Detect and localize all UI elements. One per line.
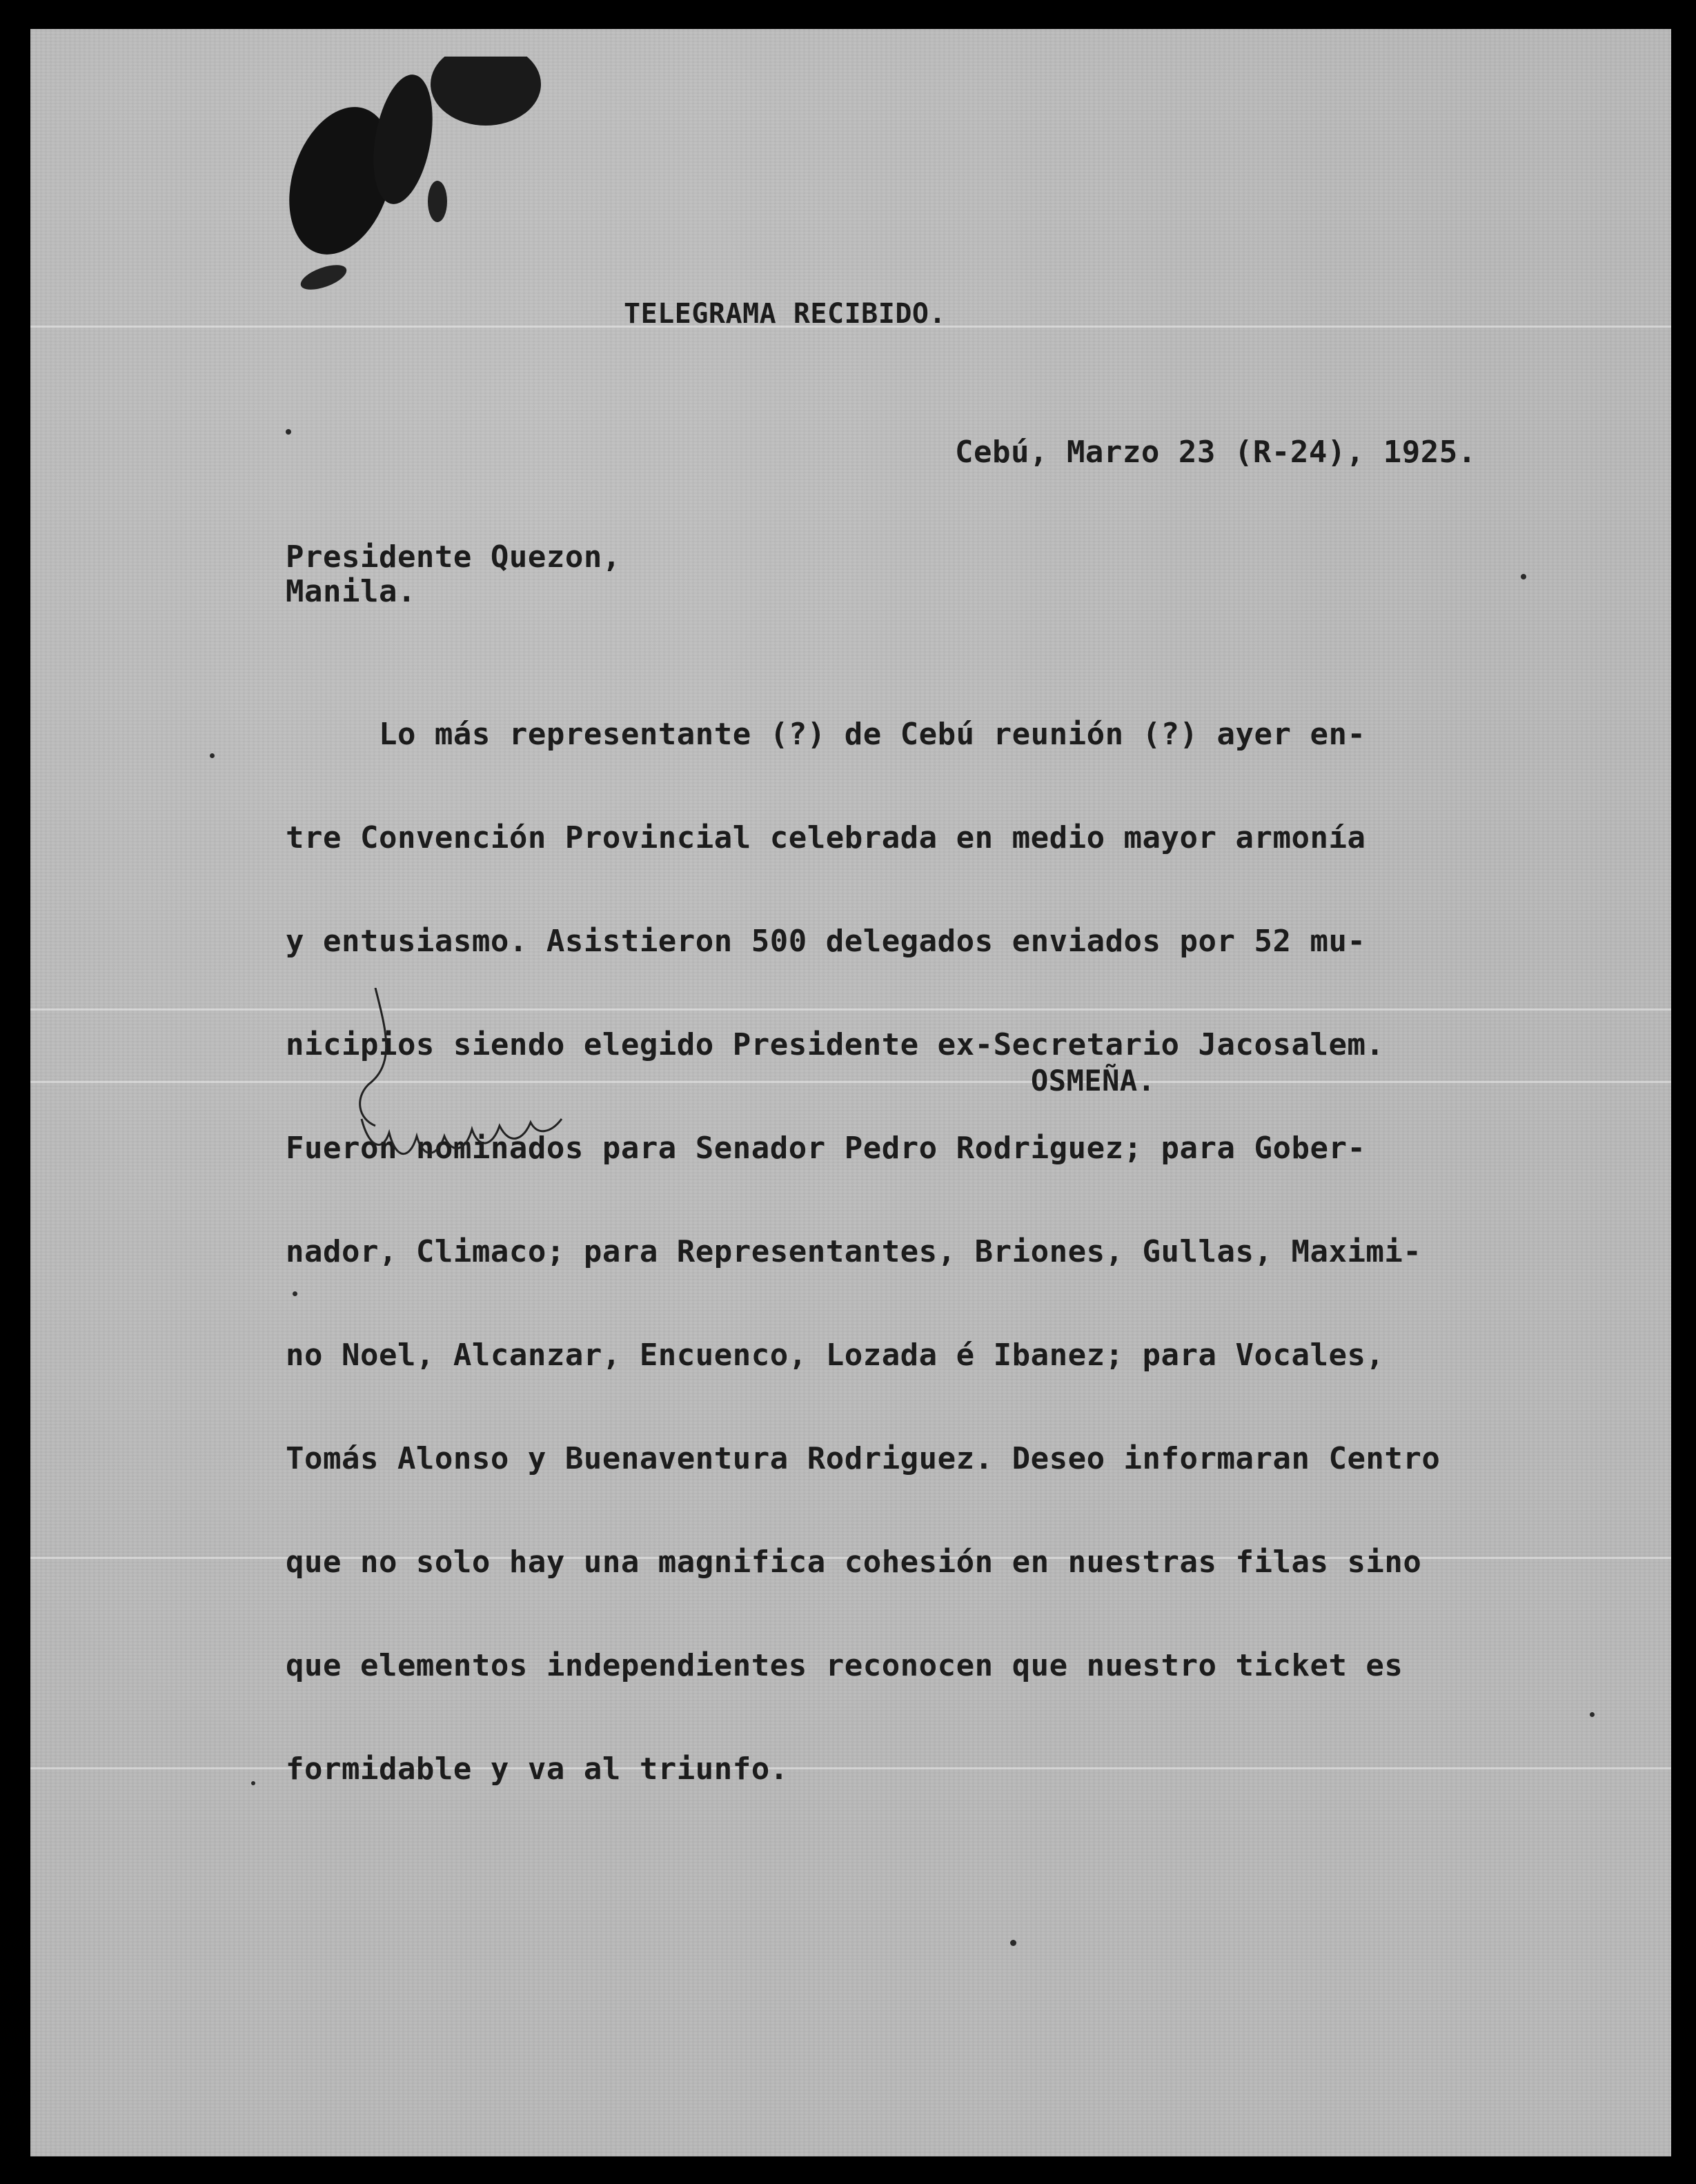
body-line: formidable y va al triunfo. (286, 1751, 789, 1787)
ink-stain (258, 57, 589, 305)
body-line: y entusiasmo. Asistieron 500 delegados enviados por 52 mu- (286, 924, 1366, 959)
body-line: Lo más representante (?) de Cebú reunión (?) ayer en- (286, 717, 1366, 752)
dust-speck (286, 429, 291, 435)
dust-speck (1521, 574, 1526, 579)
addressee: Presidente Quezon, (286, 539, 621, 575)
signature: OSMEÑA. (1031, 1064, 1156, 1098)
body-line: nicipios siendo elegido Presidente ex-Secretario Jacosalem. (286, 1027, 1385, 1062)
dust-speck (210, 753, 215, 758)
body-line: nador, Climaco; para Representantes, Briones, Gullas, Maximi- (286, 1234, 1422, 1269)
telegram-page (30, 29, 1671, 2156)
body-line: tre Convención Provincial celebrada en medio mayor armonía (286, 820, 1366, 855)
handwritten-note (348, 988, 596, 1195)
dust-speck (1010, 1940, 1016, 1946)
body-line: no Noel, Alcanzar, Encuenco, Lozada é Ibanez; para Vocales, (286, 1338, 1385, 1373)
addressee-city: Manila. (286, 574, 416, 609)
dateline: Cebú, Marzo 23 (R-24), 1925. (955, 435, 1477, 470)
body-line: que no solo hay una magnifica cohesión en nuestras filas sino (286, 1545, 1422, 1580)
dust-speck (293, 1291, 297, 1296)
body-line: Tomás Alonso y Buenaventura Rodriguez. Deseo informaran Centro (286, 1441, 1441, 1476)
body-line: Fueron nominados para Senador Pedro Rodriguez; para Gober- (286, 1131, 1366, 1166)
document-title: TELEGRAMA RECIBIDO. (624, 298, 947, 330)
body-line: que elementos independientes reconocen que nuestro ticket es (286, 1648, 1403, 1683)
dust-speck (1590, 1712, 1595, 1717)
message-body (286, 648, 1440, 1856)
dust-speck (251, 1781, 255, 1785)
